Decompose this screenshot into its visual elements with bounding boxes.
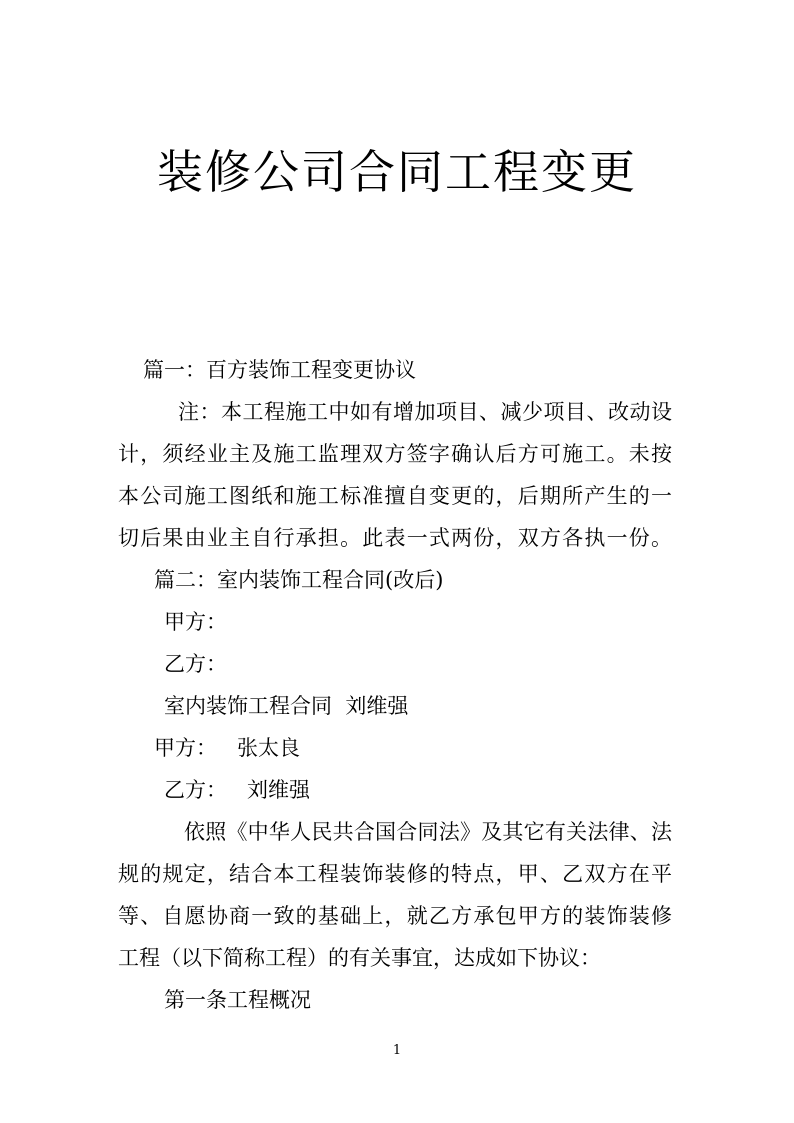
body-line: 等、自愿协商一致的基础上，就乙方承包甲方的装饰装修 [118,904,672,928]
body-line: 计，须经业主及施工监理双方签字确认后方可施工。未按 [118,442,672,466]
party-a-label: 甲方： [164,610,227,634]
body-line: 切后果由业主自行承担。此表一式两份，双方各执一份。 [118,526,672,550]
party-a-name: 甲方： 张太良 [154,736,301,760]
document-title: 装修公司合同工程变更 [157,145,637,199]
party-b-name: 乙方： 刘维强 [164,778,311,802]
body-line: 工程（以下简称工程）的有关事宜，达成如下协议： [118,946,601,970]
article-heading: 第一条工程概况 [164,988,311,1012]
page-number: 1 [392,1043,402,1058]
section-heading-part-one: 篇一：百方装饰工程变更协议 [143,358,416,382]
body-line-preamble: 依照《中华人民共合国合同法》及其它有关法律、法 [184,820,672,844]
body-line: 规的规定，结合本工程装饰装修的特点，甲、乙双方在平 [118,862,672,886]
party-b-label: 乙方： [164,652,227,676]
section-heading-part-two: 篇二：室内装饰工程合同(改后) [154,568,444,592]
body-line: 本公司施工图纸和施工标准擅自变更的，后期所产生的一 [118,484,672,508]
contract-subtitle: 室内装饰工程合同 刘维强 [164,694,409,718]
body-line-note: 注：本工程施工中如有增加项目、减少项目、改动设 [178,400,672,424]
